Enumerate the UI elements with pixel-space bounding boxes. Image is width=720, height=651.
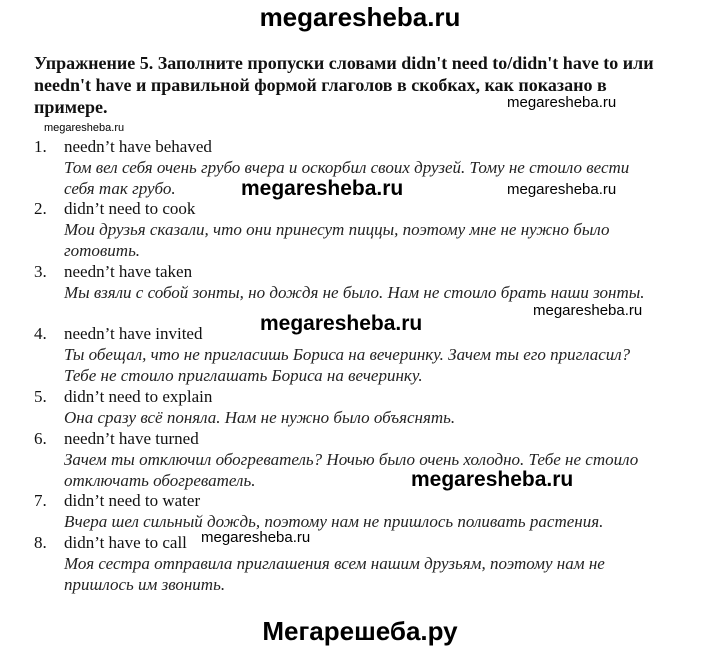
watermark-small: megaresheba.ru (507, 94, 617, 111)
item-answer: needn’t have turned (64, 429, 199, 448)
watermark-small: megaresheba.ru (507, 181, 617, 198)
item-translation: Мои друзья сказали, что они принесут пиццы, поэтому мне не нужно было готовить. (64, 220, 610, 260)
item-translation: Моя сестра отправила приглашения всем нашим друзьям, поэтому нам не пришлось им звонить. (64, 554, 605, 594)
watermark-large: megaresheba.ru (411, 468, 574, 491)
item-answer: needn’t have taken (64, 262, 193, 281)
item-answer: didn’t have to call (64, 533, 187, 552)
item-translation: Она сразу всё поняла. Нам не нужно было объяснять. (64, 408, 456, 427)
watermark-small: megaresheba.ru (201, 529, 311, 546)
watermark-large: megaresheba.ru (260, 312, 423, 335)
watermark-large: megaresheba.ru (241, 177, 404, 200)
site-watermark-top: megaresheba.ru (259, 2, 461, 32)
item-number: 4. (34, 324, 47, 343)
item-answer: didn’t need to cook (64, 199, 196, 218)
item-answer: needn’t have behaved (64, 137, 212, 156)
item-translation: Ты обещал, что не пригласишь Бориса на вечеринку. Зачем ты его пригласил? Тебе не стоило приглашать Бориса на вечеринку. (64, 345, 631, 385)
item-number: 6. (34, 429, 47, 448)
item-number: 8. (34, 533, 47, 552)
item-number: 7. (34, 491, 47, 510)
item-answer: didn’t need to water (64, 491, 201, 510)
item-number: 3. (34, 262, 47, 281)
item-translation: Зачем ты отключил обогреватель? Ночью было очень холодно. Тебе не стоило отключать обогреватель. (64, 450, 639, 490)
exercise-instruction: Упражнение 5. Заполните пропуски словами didn't need to/didn't have to или needn't have и правильной формой глаголов в скобках, как показано в примере. (34, 53, 654, 117)
item-translation: Том вел себя очень грубо вчера и оскорбил своих друзей. Тому не стоило вести себя так грубо. (64, 158, 630, 198)
item-number: 1. (34, 137, 47, 156)
item-number: 2. (34, 199, 47, 218)
item-answer: didn’t need to explain (64, 387, 213, 406)
site-watermark-bottom: Мегарешеба.ру (262, 616, 458, 646)
item-translation: Вчера шел сильный дождь, поэтому нам не пришлось поливать растения. (64, 512, 604, 531)
item-translation: Мы взяли с собой зонты, но дождя не было. Нам не стоило брать наши зонты. (64, 283, 645, 302)
watermark-small: megaresheba.ru (533, 302, 643, 319)
item-answer: needn’t have invited (64, 324, 203, 343)
watermark-small: megaresheba.ru (44, 122, 125, 134)
item-number: 5. (34, 387, 47, 406)
